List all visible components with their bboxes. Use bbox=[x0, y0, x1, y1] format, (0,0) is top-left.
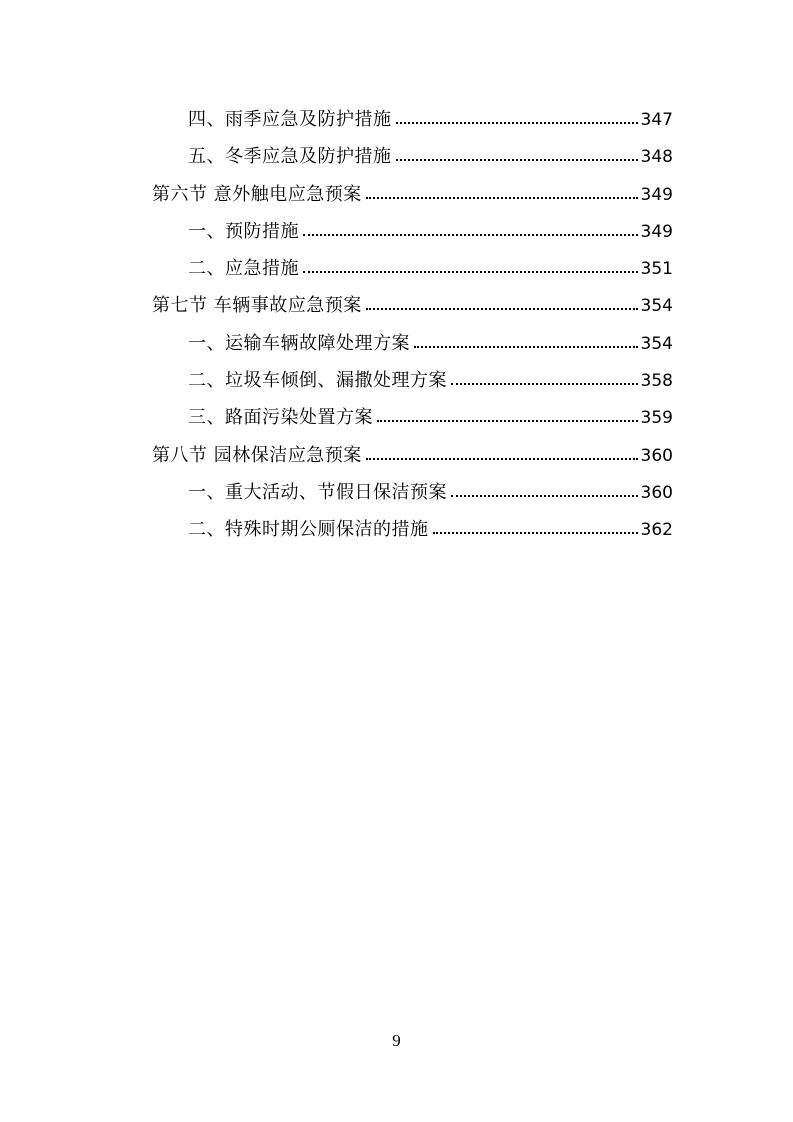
toc-entry-page: 347 bbox=[640, 110, 673, 130]
toc-section-entry[interactable] bbox=[152, 441, 673, 478]
toc-entry[interactable] bbox=[152, 329, 673, 366]
toc-dot-leader bbox=[433, 532, 638, 534]
toc-entry-title: 二、特殊时期公厕保洁的措施 bbox=[188, 519, 429, 541]
toc-section-entry[interactable] bbox=[152, 180, 673, 217]
toc-entry-title: 三、路面污染处置方案 bbox=[188, 407, 373, 429]
toc-dot-leader bbox=[303, 271, 638, 273]
toc-entry-page: 358 bbox=[640, 371, 673, 392]
toc-entry-title: 第六节 意外触电应急预案 bbox=[152, 183, 362, 205]
toc-section-entry[interactable] bbox=[152, 291, 673, 328]
toc-entry-title: 四、雨季应急及防护措施 bbox=[188, 109, 392, 130]
toc-entry[interactable] bbox=[152, 403, 673, 440]
toc-entry[interactable] bbox=[152, 478, 673, 515]
toc-entry-title: 第八节 园林保洁应急预案 bbox=[152, 444, 362, 466]
toc-dot-leader bbox=[451, 383, 638, 385]
toc-dot-leader bbox=[451, 495, 638, 497]
toc-entry-title: 二、应急措施 bbox=[188, 258, 299, 280]
toc-entry-title: 二、垃圾车倾倒、漏撒处理方案 bbox=[188, 370, 447, 392]
toc-dot-leader bbox=[366, 308, 638, 310]
toc-dot-leader bbox=[303, 234, 638, 236]
toc-entry-title: 五、冬季应急及防护措施 bbox=[188, 146, 392, 168]
toc-entry-page: 348 bbox=[640, 147, 673, 168]
toc-entry[interactable] bbox=[152, 217, 673, 254]
page-number: 9 bbox=[392, 1031, 401, 1050]
toc-entry-page: 362 bbox=[640, 520, 673, 541]
toc-entry-title: 一、运输车辆故障处理方案 bbox=[188, 332, 410, 354]
toc-entry-page: 351 bbox=[640, 259, 673, 280]
toc-dot-leader bbox=[366, 197, 638, 199]
toc-entry-page: 349 bbox=[640, 184, 673, 205]
toc-entry-page: 349 bbox=[640, 221, 673, 242]
toc-dot-leader bbox=[366, 458, 638, 460]
toc-entry-page: 360 bbox=[640, 445, 673, 466]
toc-entry[interactable] bbox=[152, 254, 673, 291]
toc-dot-leader bbox=[377, 420, 638, 422]
toc-entry[interactable] bbox=[152, 142, 673, 179]
toc-entry-page: 354 bbox=[640, 296, 673, 317]
toc-entry-title: 一、预防措施 bbox=[188, 220, 299, 242]
toc-entry-page: 354 bbox=[640, 333, 673, 354]
toc-entry[interactable] bbox=[152, 515, 673, 552]
toc-entry-page: 360 bbox=[640, 482, 673, 503]
toc-dot-leader bbox=[396, 159, 638, 161]
toc-entry[interactable] bbox=[152, 366, 673, 403]
toc-entry-title: 一、重大活动、节假日保洁预案 bbox=[188, 481, 447, 503]
toc-entry[interactable] bbox=[152, 105, 673, 142]
toc-entry-page: 359 bbox=[640, 408, 673, 429]
toc-entry-title: 第七节 车辆事故应急预案 bbox=[152, 295, 362, 317]
table-of-contents bbox=[152, 105, 673, 553]
toc-dot-leader bbox=[414, 346, 638, 348]
toc-dot-leader bbox=[396, 122, 638, 124]
